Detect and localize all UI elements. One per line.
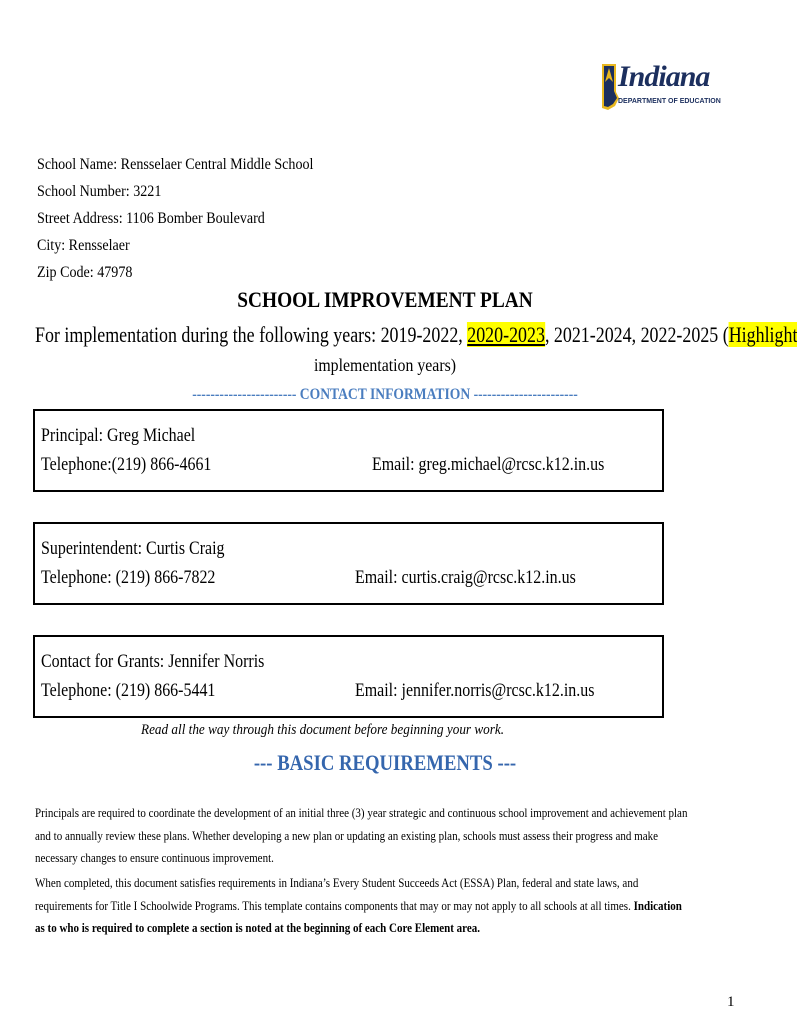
implementation-years bbox=[35, 322, 797, 348]
grants-contact-box bbox=[33, 635, 664, 718]
grants-contact-phone: Telephone: (219) 866-5441 bbox=[41, 680, 216, 701]
superintendent-email: Email: curtis.craig@rcsc.k12.in.us bbox=[355, 567, 576, 588]
contact-information-heading: ----------------------- CONTACT INFORMATION ----------------------- bbox=[192, 386, 578, 403]
paragraph-2-line-2 bbox=[35, 895, 730, 918]
basic-requirements-heading: --- BASIC REQUIREMENTS --- bbox=[253, 750, 517, 775]
paragraph-2-bold-b: as to who is required to complete a section is noted at the beginning of each Core Element area. bbox=[35, 921, 480, 935]
instruction-note: Read all the way through this document before beginning your work. bbox=[141, 722, 505, 738]
street-address: Street Address: 1106 Bomber Boulevard bbox=[37, 210, 265, 227]
paragraph-1-line-2: and to annually review these plans. Whether developing a new plan or updating an existing plan, schools must assess their progress and make bbox=[35, 828, 658, 843]
paragraph-2-line-1: When completed, this document satisfies requirements in Indiana’s Every Student Succeeds Act (ESSA) Plan, federal and state laws, and bbox=[35, 876, 639, 890]
implementation-years-suffix: implementation years) bbox=[313, 355, 457, 375]
page-number: 1 bbox=[727, 994, 735, 1010]
city: City: Rensselaer bbox=[37, 237, 130, 254]
paragraph-1-line-1: Principals are required to coordinate the development of an initial three (3) year strategic and continuous school improvement and achievement plan bbox=[35, 806, 688, 820]
requirements-paragraph-2 bbox=[35, 872, 730, 940]
paragraph-1-line-3: necessary changes to ensure continuous improvement. bbox=[35, 851, 274, 865]
school-info bbox=[37, 151, 313, 286]
years-rest: , 2021-2024, 2022-2025 ( bbox=[544, 322, 729, 347]
highlight-word: Highlight bbox=[728, 322, 797, 347]
requirements-paragraph-1 bbox=[35, 802, 730, 870]
page-title: SCHOOL IMPROVEMENT PLAN bbox=[237, 287, 533, 312]
school-number: School Number: 3221 bbox=[37, 183, 162, 200]
principal-name: Principal: Greg Michael bbox=[41, 425, 196, 446]
indiana-doe-logo bbox=[598, 58, 721, 114]
grants-contact-email: Email: jennifer.norris@rcsc.k12.in.us bbox=[355, 680, 595, 701]
principal-phone: Telephone:(219) 866-4661 bbox=[41, 454, 212, 475]
logo-department: DEPARTMENT OF EDUCATION bbox=[618, 98, 721, 105]
logo-wordmark: Indiana bbox=[618, 60, 710, 93]
principal-email: Email: greg.michael@rcsc.k12.in.us bbox=[372, 454, 605, 475]
principal-contact-box bbox=[33, 409, 664, 492]
selected-years: 2020-2023 bbox=[467, 322, 545, 347]
superintendent-name: Superintendent: Curtis Craig bbox=[41, 538, 225, 559]
paragraph-2-line-3 bbox=[35, 917, 730, 940]
paragraph-2-bold-a: Indication bbox=[633, 898, 682, 913]
paragraph-2-line-2-text: requirements for Title I Schoolwide Programs. This template contains components that may or may not apply to all schools at all times. bbox=[35, 898, 634, 913]
superintendent-contact-box bbox=[33, 522, 664, 605]
years-prefix: For implementation during the following years: 2019-2022, bbox=[35, 322, 468, 347]
school-name: School Name: Rensselaer Central Middle School bbox=[37, 156, 314, 173]
zip-code: Zip Code: 47978 bbox=[37, 264, 133, 281]
superintendent-phone: Telephone: (219) 866-7822 bbox=[41, 567, 216, 588]
grants-contact-name: Contact for Grants: Jennifer Norris bbox=[41, 651, 265, 672]
